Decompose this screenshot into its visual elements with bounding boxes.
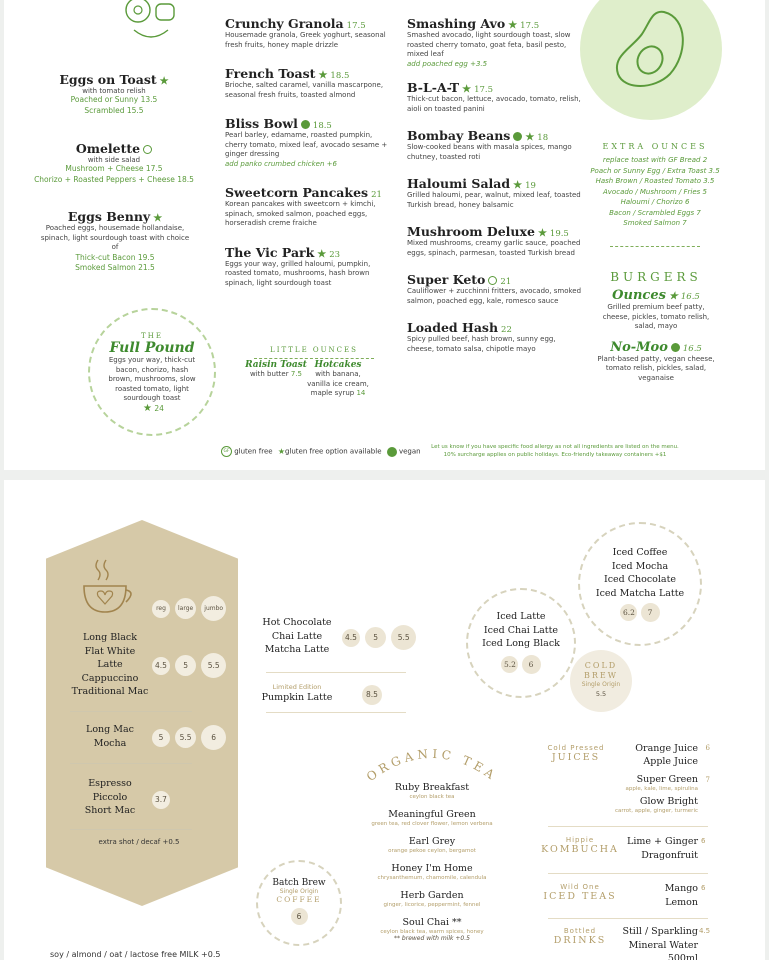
coffee-group-2-prices: 5 5.5 6: [152, 725, 226, 750]
vegan-icon: [671, 343, 680, 352]
item-bliss-bowl: Bliss Bowl 18.5 Pearl barley, edamame, roasted pumpkin, cherry tomato, mixed leaf, avocado sesame + ginger dressing add panko crumbed chicken +6: [225, 116, 388, 168]
iced-teas-list: Mango Lemon: [664, 883, 698, 908]
item-blat: B-L-A-T ★ 17.5 Thick-cut bacon, lettuce, avocado, tomato, relish, aioli on toasted panini: [407, 80, 581, 113]
svg-text:ORGANIC TEA: ORGANIC TEA: [363, 746, 501, 785]
menu-column-2: [225, 16, 395, 288]
menu-column-3: [407, 16, 582, 354]
tea-item: Meaningful Green green tea, red clover flower, lemon verbena: [371, 809, 493, 827]
allergy-footnote: Let us know if you have specific food allergy as not all ingredients are listed on the menu. 10% surcharge applies on public holidays. Eco-friendly takeaway containers +$1: [431, 444, 679, 458]
item-eggs-benny: Eggs Benny ★ Poached eggs, housemade hollandaise, spinach, light sourdough toast with choice of Thick-cut Bacon 19.5 Smoked Salmon 21.5: [40, 209, 190, 272]
coffee-group-3-prices: 3.7: [152, 789, 170, 809]
hot-choc-prices: 4.5 5 5.5: [342, 625, 416, 650]
coffee-group-1-prices: 4.5 5 5.5: [152, 653, 226, 678]
iced-teas-price: 6: [701, 884, 706, 892]
extra-ounces-section: EXTRA OUNCES replace toast with GF Bread 2 Poach or Sunny Egg / Extra Toast 3.5 Hash Brown / Roasted Tomato 3.5 Avocado / Mushroom / Fries 5 Haloumi / Chorizo 6 Bacon / Scrambled Eggs 7 Smoked Salmon 7: [580, 142, 730, 229]
avocado-icon: [610, 8, 690, 92]
item-sweetcorn-pancakes: Sweetcorn Pancakes 21 Korean pancakes with sweetcorn + kimchi, spinach, smoked salmon, poached eggs, horseradish creme fraiche: [225, 185, 382, 227]
item-mushroom-deluxe: Mushroom Deluxe ★ 19.5 Mixed mushrooms, creamy garlic sauce, poached eggs, spinach, parmesan, toasted Turkish bread: [407, 224, 581, 257]
limited-price: 8.5: [362, 684, 382, 705]
item-eggs-on-toast: Eggs on Toast ★ with tomato relish Poached or Sunny 13.5 Scrambled 15.5: [59, 72, 169, 115]
item-bombay-beans: Bombay Beans ★ 18 Slow-cooked beans with masala spices, mango chutney, toasted roti: [407, 128, 572, 161]
breakfast-illustration-icon: [116, 0, 186, 42]
gluten-free-icon: [488, 276, 497, 285]
kombucha-list: Lime + Ginger Dragonfruit: [627, 836, 698, 861]
tea-item: Soul Chai ** ceylon black tea, warm spices, honey: [380, 917, 484, 935]
juices-list: Orange Juice 6 Apple Juice Super Green 7 apple, kale, lime, spirulina Glow Bright carrot, apple, ginger, turmeric: [615, 743, 710, 814]
item-vic-park: The Vic Park ★ 23 Eggs your way, grilled haloumi, pumpkin, roasted tomato, mushrooms, hash brown spinach, light sourdough toast: [225, 244, 371, 287]
gluten-free-icon: [143, 145, 152, 154]
gf-option-star-icon: ★: [153, 213, 163, 224]
item-ounces-burger: Ounces ★ 16.5: [612, 288, 700, 303]
cold-brew-badge: COLD BREW Single Origin 5.5: [570, 650, 632, 712]
item-super-keto: Super Keto 21 Cauliflower + zucchinni fritters, avocado, smoked salmon, poached egg, kale, romesco sauce: [407, 272, 582, 305]
hot-choc-group: Hot Chocolate Chai Latte Matcha Latte: [262, 617, 332, 655]
bottled-heading: Bottled DRINKS: [553, 927, 607, 946]
tea-item: Herb Garden ginger, licorice, peppermint, fennel: [383, 890, 481, 908]
kombucha-heading: Hippie KOMBUCHA: [541, 836, 619, 855]
gf-option-star-icon: ★: [159, 76, 169, 87]
juices-heading: Cold Pressed JUICES: [547, 744, 605, 763]
coffee-group-3: Espresso Piccolo Short Mac: [84, 778, 136, 816]
dietary-legend: GF gluten free ★gluten free option available vegan: [218, 446, 421, 457]
vegan-icon: [301, 120, 310, 129]
full-pound-text: THE Full Pound Eggs your way, thick-cut bacon, chorizo, hash brown, mushrooms, slow roasted tomato, light sourdough toast ★ 24: [108, 332, 196, 414]
item-haloumi-salad: Haloumi Salad ★ 19 Grilled haloumi, pear, walnut, mixed leaf, toasted Turkish bread, honey balsamic: [407, 176, 581, 209]
item-hotcakes: Hotcakes with banana, vanilla ice cream, maple syrup 14: [307, 360, 369, 397]
iced-latte-group: Iced Latte Iced Chai Latte Iced Long Black 5.2 6: [474, 610, 568, 674]
item-no-moo-burger: No-Moo 16.5: [610, 339, 702, 355]
item-crunchy-granola: Crunchy Granola 17.5 Housemade granola, Greek yoghurt, seasonal fresh fruits, honey maple drizzle: [225, 16, 386, 49]
iced-coffee-group: Iced Coffee Iced Mocha Iced Chocolate Iced Matcha Latte 6.2 7: [588, 546, 692, 622]
tea-item: Earl Grey orange pekoe ceylon, bergamot: [388, 836, 476, 854]
coffee-group-2: Long Mac Mocha: [86, 724, 134, 749]
gluten-free-icon: GF: [221, 446, 232, 457]
extra-shot-note: extra shot / decaf +0.5: [98, 838, 180, 846]
size-labels: reg large jumbo: [152, 596, 226, 621]
tea-item: Ruby Breakfast ceylon black tea: [394, 782, 470, 800]
bottled-list: Still / Sparkling Mineral Water 500ml: [622, 926, 698, 960]
bottled-price: 4.5: [699, 927, 711, 935]
item-french-toast: French Toast ★ 18.5 Brioche, salted caramel, vanilla mascarpone, seasonal fresh fruits, toasted almond: [225, 66, 384, 99]
item-omelette: Omelette with side salad Mushroom + Cheese 17.5 Chorizo + Roasted Peppers + Cheese 18.5: [34, 141, 194, 184]
vegan-icon: [513, 132, 522, 141]
organic-tea-list: Ruby Breakfast ceylon black tea Meaningful Green green tea, red clover flower, lemon verbena Earl Grey orange pekoe ceylon, bergamot Honey I'm Home chrysanthemum, chamomile, calendula Herb Garden ginger, licorice, peppermint, fennel Soul Chai ** ceylon black tea, warm spices, honey ** brewed with milk +0.5: [354, 782, 510, 942]
milk-options: soy / almond / oat / lactose free MILK +0.5: [50, 950, 221, 959]
coffee-panel: [46, 520, 238, 906]
item-smashing-avo: Smashing Avo ★ 17.5 Smashed avocado, light sourdough toast, slow roasted cherry tomato, goat feta, basil pesto, mixed leaf add poached egg +3.5: [407, 16, 571, 68]
organic-tea-title: [362, 742, 502, 786]
iced-teas-heading: Wild One ICED TEAS: [543, 883, 617, 902]
batch-brew-text: Batch Brew Single Origin COFFEE 6: [260, 878, 338, 925]
limited-edition: Limited Edition Pumpkin Latte: [261, 683, 333, 703]
kombucha-price: 6: [701, 837, 706, 845]
burgers-section: BURGERS Ounces ★ 16.5 Grilled premium beef patty, cheese, pickles, tomato relish, salad, mayo No-Moo 16.5 Plant-based patty, vegan cheese, tomato relish, pickles, salad, veganaise: [586, 270, 726, 383]
vegan-icon: [387, 447, 397, 457]
little-ounces-section: LITTLE OUNCES: [244, 346, 384, 354]
food-menu-page: [4, 0, 765, 470]
item-raisin-toast: Raisin Toast with butter 7.5: [245, 360, 307, 378]
item-loaded-hash: Loaded Hash 22 Spicy pulled beef, hash brown, sunny egg, cheese, tomato salsa, chipotle mayo: [407, 320, 556, 353]
coffee-group-1: Long Black Flat White Latte Cappuccino Traditional Mac: [71, 632, 149, 697]
tea-item: Honey I'm Home chrysanthemum, chamomile, calendula: [377, 863, 487, 881]
coffee-cup-icon: [80, 558, 136, 616]
drinks-menu-page: [4, 480, 765, 960]
